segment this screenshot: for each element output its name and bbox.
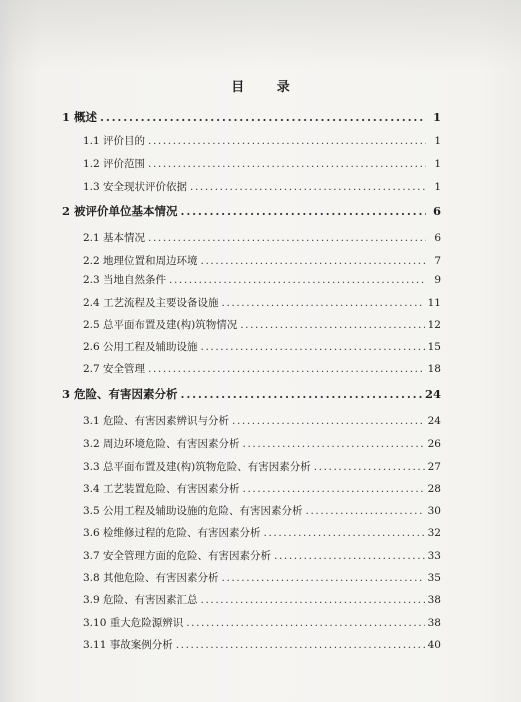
- toc-leader-dots: [232, 413, 425, 429]
- toc-leader-dots: [201, 339, 425, 355]
- toc-entry: [83, 361, 441, 377]
- toc-leader-dots: [100, 109, 426, 125]
- toc-entry-page: 24: [427, 415, 441, 427]
- toc-entry-label: 2.2 地理位置和周边环境: [83, 255, 198, 267]
- toc-entry-label: 2.3 当地自然条件: [83, 274, 167, 286]
- toc-leader-dots: [169, 272, 426, 288]
- toc-entry-label: 3.6 检维修过程的危险、有害因素分析: [83, 527, 261, 539]
- toc-entry-page: 33: [427, 550, 441, 562]
- toc-entry-page: 9: [434, 274, 441, 286]
- toc-entry: [62, 386, 441, 402]
- toc-entry-label: 2 被评价单位基本情况: [62, 204, 178, 218]
- toc-leader-dots: [314, 459, 425, 475]
- toc-title: 目 录: [231, 80, 304, 95]
- toc-leader-dots: [240, 317, 424, 333]
- toc-entry: [83, 525, 441, 541]
- toc-entry: [83, 253, 441, 269]
- toc-entry: [83, 436, 441, 452]
- toc-entry-page: 38: [427, 617, 441, 629]
- toc-entry-label: 3.2 周边环境危险、有害因素分析: [83, 438, 240, 450]
- toc-entry-label: 2.1 基本情况: [83, 232, 146, 244]
- toc-entry: [83, 459, 441, 475]
- toc-entry-page: 1: [432, 110, 441, 124]
- toc-entry: [83, 548, 441, 564]
- toc-leader-dots: [264, 525, 425, 541]
- toc-leader-dots: [201, 253, 426, 269]
- toc-entry-label: 1 概述: [62, 110, 98, 124]
- toc-entry: [83, 481, 441, 497]
- toc-entry-label: 3.11 事故案例分析: [83, 639, 173, 651]
- toc-entry-label: 3.10 重大危险源辨识: [83, 617, 184, 629]
- toc-entry: [83, 317, 441, 333]
- toc-entry-label: 1.2 评价范围: [83, 158, 146, 170]
- toc-entry: [83, 592, 441, 608]
- toc-leader-dots: [148, 230, 426, 246]
- toc-entry-label: 2.5 总平面布置及建(构)筑物情况: [83, 319, 238, 331]
- toc-entry: [62, 109, 441, 125]
- toc-entry-label: 3.9 危险、有害因素汇总: [83, 594, 198, 606]
- toc-entry-page: 26: [427, 438, 441, 450]
- toc-leader-dots: [274, 548, 425, 564]
- toc-leader-dots: [201, 592, 425, 608]
- toc-entry-label: 3 危险、有害因素分析: [62, 387, 178, 401]
- toc-entry-page: 15: [427, 341, 441, 353]
- toc-entry-label: 2.6 公用工程及辅助设施: [83, 341, 198, 353]
- toc-entry-page: 18: [427, 363, 441, 375]
- toc-entry: [83, 413, 441, 429]
- toc-entry-label: 2.7 安全管理: [83, 363, 146, 375]
- toc-entry-label: 3.7 安全管理方面的危险、有害因素分析: [83, 550, 272, 562]
- toc-entry-label: 3.5 公用工程及辅助设施的危险、有害因素分析: [83, 505, 303, 517]
- toc-leader-dots: [222, 570, 425, 586]
- toc-entry-page: 11: [427, 297, 441, 309]
- toc-entry-label: 3.3 总平面布置及建(构)筑物危险、有害因素分析: [83, 461, 311, 473]
- toc-entry: [83, 339, 441, 355]
- toc-leader-dots: [222, 295, 425, 311]
- toc-entry-page: 1: [434, 181, 441, 193]
- toc-leader-dots: [181, 203, 426, 219]
- toc-leader-dots: [181, 386, 422, 402]
- toc-entry: [83, 156, 441, 172]
- toc-entry: [83, 570, 441, 586]
- toc-entry-page: 12: [427, 319, 441, 331]
- toc-entry-page: 38: [427, 594, 441, 606]
- toc-entry: [83, 503, 441, 519]
- toc-entry: [83, 230, 441, 246]
- toc-leader-dots: [243, 481, 425, 497]
- toc-entry-page: 6: [432, 204, 441, 218]
- toc-leader-dots: [306, 503, 425, 519]
- toc-entry: [62, 203, 441, 219]
- toc-leader-dots: [148, 361, 425, 377]
- toc-entry-label: 3.1 危险、有害因素辨识与分析: [83, 415, 230, 427]
- toc-entry-label: 1.1 评价目的: [83, 135, 146, 147]
- toc-entry-page: 1: [434, 158, 441, 170]
- toc-entry-label: 3.4 工艺装置危险、有害因素分析: [83, 483, 240, 495]
- toc-entry-label: 3.8 其他危险、有害因素分析: [83, 572, 219, 584]
- toc-entry-label: 1.3 安全现状评价依据: [83, 181, 188, 193]
- toc-entry-page: 27: [427, 461, 441, 473]
- toc-entry: [83, 272, 441, 288]
- toc-entry-page: 40: [427, 639, 441, 651]
- toc-entry: [83, 179, 441, 195]
- toc-leader-dots: [176, 637, 425, 653]
- toc-entry-page: 30: [427, 505, 441, 517]
- toc-leader-dots: [190, 179, 426, 195]
- toc-leader-dots: [243, 436, 425, 452]
- toc-entry: [83, 615, 441, 631]
- toc-entry-page: 1: [434, 135, 441, 147]
- toc-entry-page: 7: [434, 255, 441, 267]
- toc-entry-page: 6: [434, 232, 441, 244]
- toc-entry: [83, 295, 441, 311]
- toc-entry-page: 24: [424, 387, 441, 401]
- toc-leader-dots: [148, 156, 426, 172]
- toc-entry-page: 32: [427, 527, 441, 539]
- toc-leader-dots: [186, 615, 424, 631]
- toc-entry-page: 35: [427, 572, 441, 584]
- toc-entry: [83, 133, 441, 149]
- toc-entry-label: 2.4 工艺流程及主要设备设施: [83, 297, 219, 309]
- toc-leader-dots: [148, 133, 426, 149]
- toc-entry-page: 28: [427, 483, 441, 495]
- toc-entry: [83, 637, 441, 653]
